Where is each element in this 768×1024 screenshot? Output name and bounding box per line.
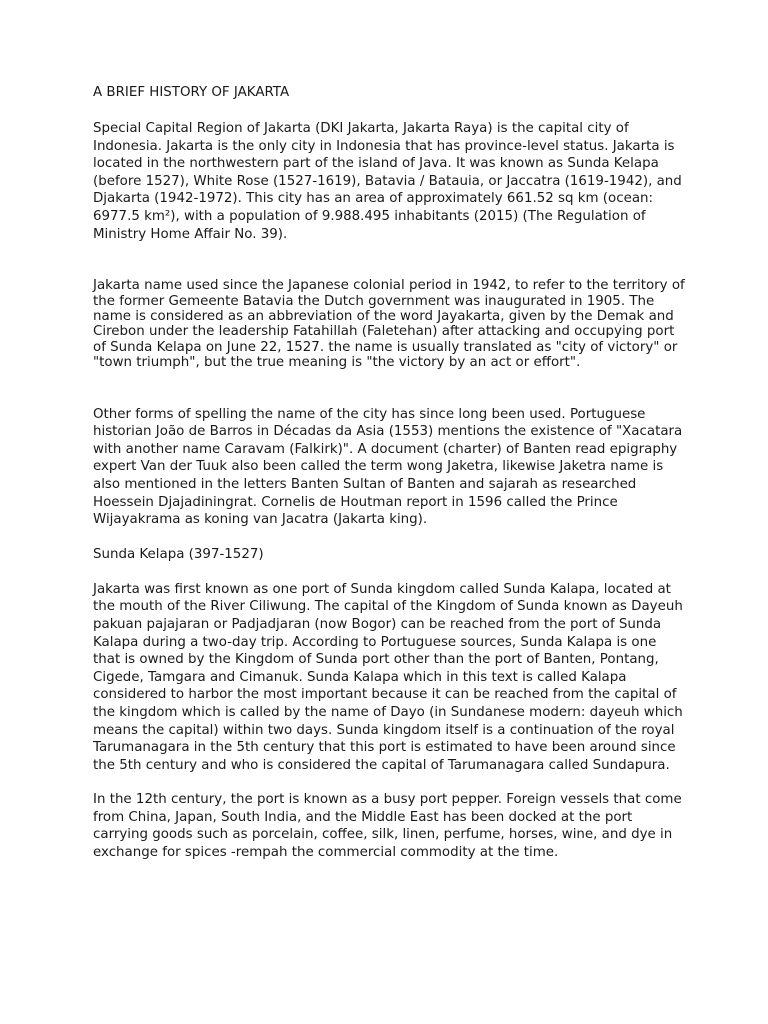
section-heading: Sunda Kelapa (397-1527) (93, 546, 264, 562)
intro-paragraph: Special Capital Region of Jakarta (DKI Jakarta, Jakarta Raya) is the capital city of Indonesia. Jakarta is the only city in Indonesia that has province-level status. Jakarta is located in the northwestern part of the island of Java. It was known as Sunda Kelapa (before 1527), White Rose (1527-1619), Batavia / Batauia, or Jaccatra (1619-1942), and Djakarta (1942-1972). This city has an area of approximately 661.52 sq km (ocean: 6977.5 km²), with a population of 9.988.495 inhabitants (2015) (The Regulation of Ministry Home Affair No. 39). (93, 121, 682, 242)
sunda-kalapa-paragraph: Jakarta was first known as one port of Sunda kingdom called Sunda Kalapa, located at the mouth of the River Ciliwung. The capital of the Kingdom of Sunda known as Dayeuh pakuan pajajaran or Padjadjaran (now Bogor) can be reached from the port of Sunda Kalapa during a two-day trip. According to Portuguese sources, Sunda Kalapa is one that is owned by the Kingdom of Sunda port other than the port of Banten, Pontang, Cigede, Tamgara and Cimanuk. Sunda Kalapa which in this text is called Kalapa considered to harbor the most important because it can be reached from the capital of the kingdom which is called by the name of Dayo (in Sundanese modern: dayeuh which means the capital) within two days. Sunda kingdom itself is a continuation of the royal Tarumanagara in the 5th century that this port is estimated to have been around since the 5th century and who is considered the capital of Tarumanagara called Sundapura. (93, 581, 683, 773)
port-pepper-paragraph: In the 12th century, the port is known as a busy port pepper. Foreign vessels that come from China, Japan, South India, and the Middle East has been docked at the port carrying goods such as porcelain, coffee, silk, linen, perfume, horses, wine, and dye in exchange for spices -rempah the commercial commodity at the time. (93, 792, 682, 861)
document-page (93, 84, 685, 862)
name-origin-paragraph: Jakarta name used since the Japanese colonial period in 1942, to refer to the territory of the former Gemeente Batavia the Dutch government was inaugurated in 1905. The name is considered as an abbreviation of the word Jayakarta, given by the Demak and Cirebon under the leadership Fatahillah (Faletehan) after attacking and occupying port of Sunda Kelapa on June 22, 1527. the name is usually translated as "city of victory" or "town triumph", but the true meaning is "the victory by an act or effort". (93, 278, 685, 371)
spelling-paragraph: Other forms of spelling the name of the city has since long been used. Portuguese historian João de Barros in Décadas da Asia (1553) mentions the existence of "Xacatara with another name Caravam (Falkirk)". A document (charter) of Banten read epigraphy expert Van der Tuuk also been called the term wong Jaketra, likewise Jaketra name is also mentioned in the letters Banten Sultan of Banten and sajarah as researched Hoessein Djajadiningrat. Cornelis de Houtman report in 1596 called the Prince Wijayakrama as koning van Jacatra (Jakarta king). (93, 406, 683, 528)
document-title: A BRIEF HISTORY OF JAKARTA (93, 85, 290, 100)
